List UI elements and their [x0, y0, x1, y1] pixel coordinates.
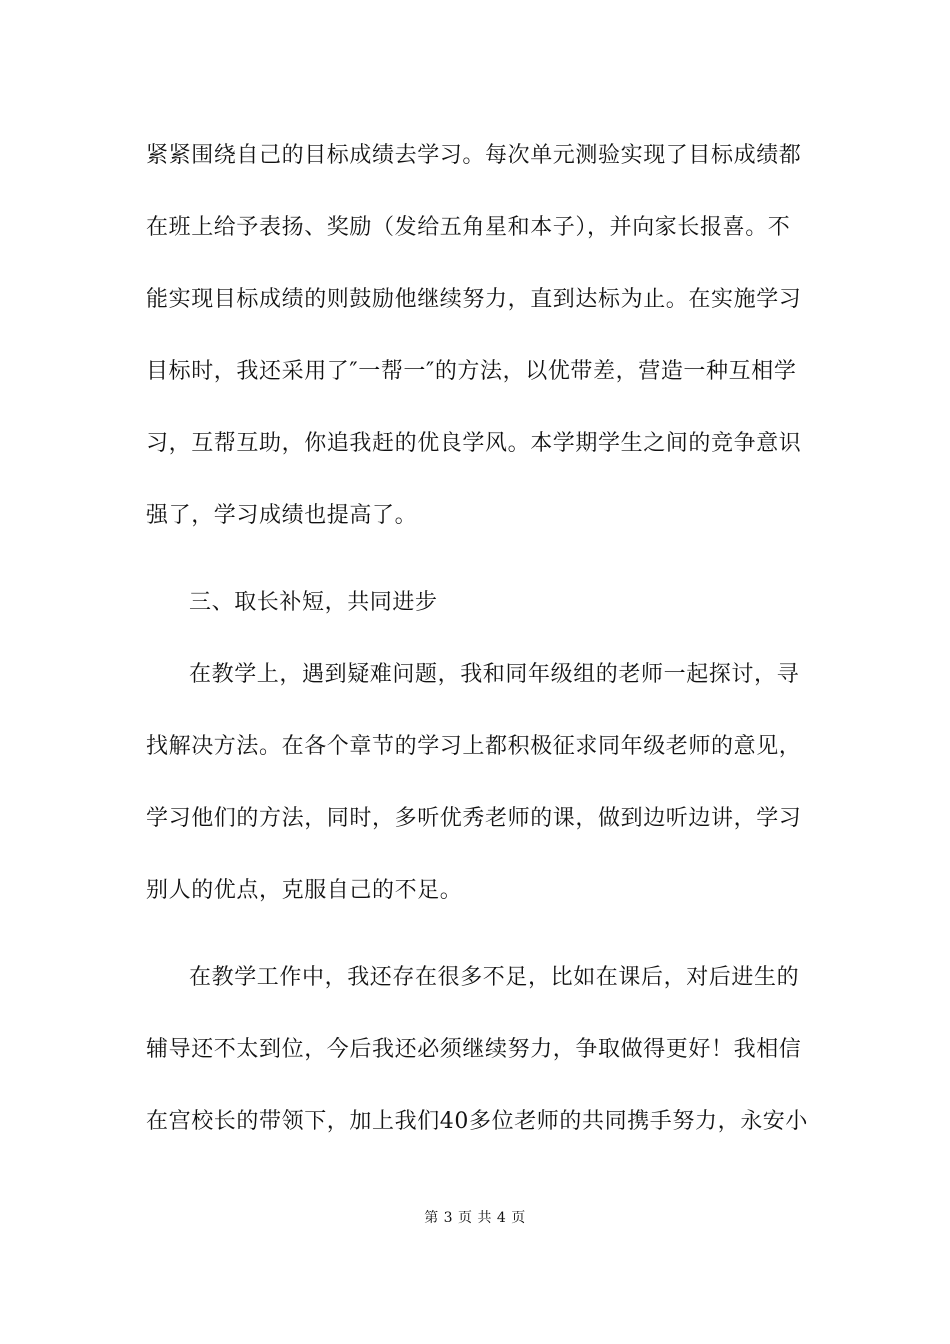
body-text-line: 找解决方法。在各个章节的学习上都积极征求同年级老师的意见，: [146, 734, 802, 759]
body-text-line: 别人的优点，克服自己的不足。: [146, 878, 463, 903]
body-text-line: 目标时，我还采用了″一帮一″的方法，以优带差，营造一种互相学: [146, 359, 797, 384]
body-text-line: 习，互帮互助，你追我赶的优良学风。本学期学生之间的竞争意识: [146, 431, 802, 456]
body-text-line: 在班上给予表扬、奖励（发给五角星和本子），并向家长报喜。不: [146, 215, 791, 240]
body-text-line: 在教学工作中，我还存在很多不足，比如在课后，对后进生的: [189, 965, 800, 990]
body-text-line: 辅导还不太到位，今后我还必须继续努力，争取做得更好！我相信: [146, 1037, 802, 1062]
body-text-line: 紧紧围绕自己的目标成绩去学习。每次单元测验实现了目标成绩都: [146, 143, 802, 168]
page-number-footer: 第 3 页 共 4 页: [424, 1210, 526, 1226]
body-text-line: 在教学上，遇到疑难问题，我和同年级组的老师一起探讨，寻: [189, 662, 800, 687]
section-heading: 三、取长补短，共同进步: [189, 590, 438, 615]
body-text-line: 能实现目标成绩的则鼓励他继续努力，直到达标为止。在实施学习: [146, 287, 802, 312]
body-text-line: 在宫校长的带领下，加上我们40多位老师的共同携手努力，永安小: [146, 1109, 808, 1134]
body-text-line: 学习他们的方法，同时，多听优秀老师的课，做到边听边讲，学习: [146, 806, 802, 831]
body-text-line: 强了，学习成绩也提高了。: [146, 503, 418, 528]
